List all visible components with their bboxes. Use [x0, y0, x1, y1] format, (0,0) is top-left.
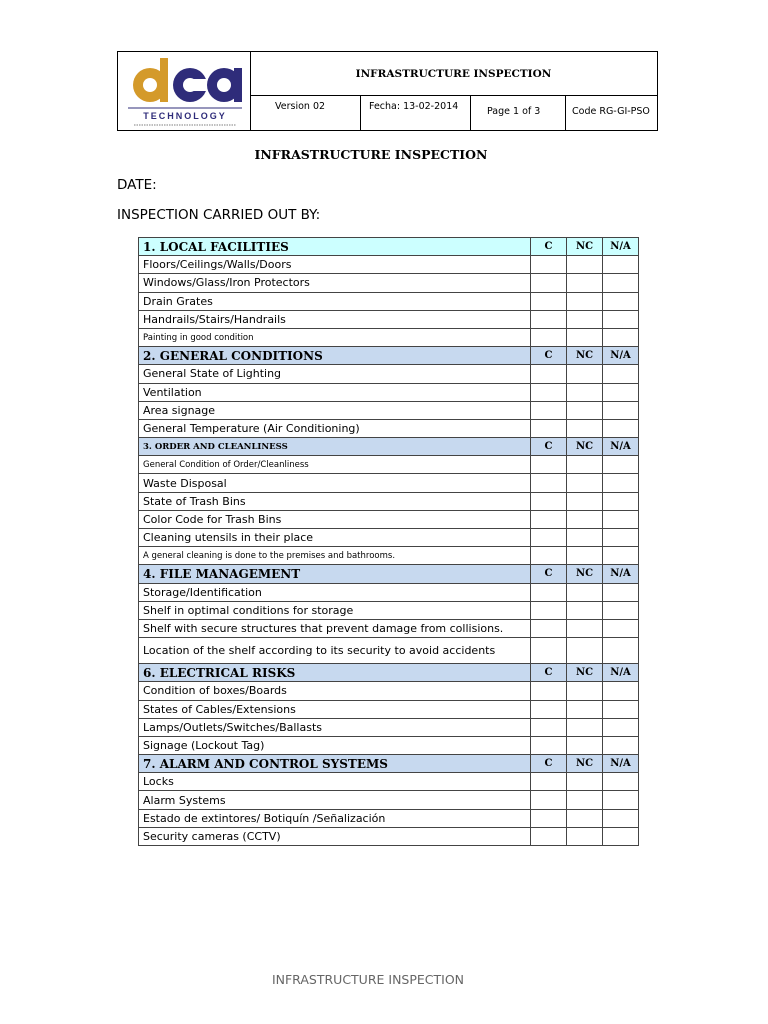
check-cell-na[interactable]	[603, 619, 639, 637]
checklist-row	[139, 827, 639, 845]
check-cell-na[interactable]	[603, 383, 639, 401]
checklist-item-label: Cleaning utensils in their place	[139, 529, 531, 547]
check-cell-c[interactable]	[531, 292, 567, 310]
check-cell-c[interactable]	[531, 401, 567, 419]
column-header-nc: NC	[567, 565, 603, 583]
check-cell-na[interactable]	[603, 256, 639, 274]
checklist-item-label: Storage/Identification	[139, 583, 531, 601]
header-version: Version 02	[250, 95, 361, 130]
check-cell-na[interactable]	[603, 700, 639, 718]
section-header-row	[139, 755, 639, 773]
document-title: INFRASTRUCTURE INSPECTION	[254, 147, 488, 162]
check-cell-na[interactable]	[603, 736, 639, 754]
column-header-nc: NC	[567, 438, 603, 456]
check-cell-na[interactable]	[603, 809, 639, 827]
checklist-item-label: Ventilation	[139, 383, 531, 401]
check-cell-c[interactable]	[531, 274, 567, 292]
check-cell-na[interactable]	[603, 791, 639, 809]
check-cell-na[interactable]	[603, 292, 639, 310]
checklist-item-label: Waste Disposal	[139, 474, 531, 492]
section-title: 2. GENERAL CONDITIONS	[139, 347, 531, 365]
check-cell-c[interactable]	[531, 638, 567, 664]
checklist-item-label: Security cameras (CCTV)	[139, 827, 531, 845]
check-cell-c[interactable]	[531, 510, 567, 528]
check-cell-na[interactable]	[603, 365, 639, 383]
check-cell-c[interactable]	[531, 718, 567, 736]
check-cell-c[interactable]	[531, 256, 567, 274]
company-logo	[118, 52, 251, 130]
section-title: 7. ALARM AND CONTROL SYSTEMS	[139, 755, 531, 773]
check-cell-na[interactable]	[603, 827, 639, 845]
section-header-row	[139, 565, 639, 583]
section-header-row	[139, 664, 639, 682]
check-cell-nc[interactable]	[567, 718, 603, 736]
check-cell-nc[interactable]	[567, 638, 603, 664]
check-cell-c[interactable]	[531, 827, 567, 845]
checklist-row	[139, 419, 639, 437]
section-title: 6. ELECTRICAL RISKS	[139, 664, 531, 682]
checklist-item-label: State of Trash Bins	[139, 492, 531, 510]
header-page: Page 1 of 3	[471, 95, 566, 130]
inspector-label: INSPECTION CARRIED OUT BY:	[117, 207, 321, 223]
checklist-row	[139, 547, 639, 565]
checklist-item-label: States of Cables/Extensions	[139, 700, 531, 718]
checklist-row	[139, 474, 639, 492]
column-header-c: C	[531, 664, 567, 682]
column-header-na: N/A	[603, 347, 639, 365]
checklist-row	[139, 791, 639, 809]
logo-subtitle: TECHNOLOGY	[143, 111, 227, 121]
dca-logo-graphic	[118, 52, 250, 130]
checklist-row	[139, 401, 639, 419]
checklist-item-label: Windows/Glass/Iron Protectors	[139, 274, 531, 292]
check-cell-c[interactable]	[531, 310, 567, 328]
checklist-row	[139, 682, 639, 700]
checklist-row	[139, 773, 639, 791]
check-cell-nc[interactable]	[567, 456, 603, 474]
column-header-na: N/A	[603, 664, 639, 682]
checklist-row	[139, 619, 639, 637]
check-cell-na[interactable]	[603, 401, 639, 419]
column-header-nc: NC	[567, 347, 603, 365]
check-cell-nc[interactable]	[567, 419, 603, 437]
column-header-nc: NC	[567, 238, 603, 256]
check-cell-na[interactable]	[603, 419, 639, 437]
document-header	[117, 51, 658, 131]
checklist-item-label: Signage (Lockout Tag)	[139, 736, 531, 754]
column-header-na: N/A	[603, 565, 639, 583]
checklist-item-label: Estado de extintores/ Botiquín /Señalización	[139, 809, 531, 827]
check-cell-na[interactable]	[603, 510, 639, 528]
checklist-row	[139, 274, 639, 292]
check-cell-na[interactable]	[603, 492, 639, 510]
check-cell-na[interactable]	[603, 718, 639, 736]
checklist-row	[139, 510, 639, 528]
column-header-c: C	[531, 755, 567, 773]
check-cell-nc[interactable]	[567, 383, 603, 401]
column-header-nc: NC	[567, 664, 603, 682]
column-header-na: N/A	[603, 438, 639, 456]
check-cell-c[interactable]	[531, 474, 567, 492]
checklist-row	[139, 601, 639, 619]
checklist-row	[139, 492, 639, 510]
check-cell-c[interactable]	[531, 736, 567, 754]
check-cell-c[interactable]	[531, 365, 567, 383]
checklist-row	[139, 456, 639, 474]
check-cell-na[interactable]	[603, 474, 639, 492]
checklist-row	[139, 638, 639, 664]
check-cell-na[interactable]	[603, 682, 639, 700]
header-code: Code RG-GI-PSO	[572, 106, 650, 117]
check-cell-nc[interactable]	[567, 510, 603, 528]
page-footer: INFRASTRUCTURE INSPECTION	[271, 972, 465, 987]
check-cell-c[interactable]	[531, 419, 567, 437]
check-cell-c[interactable]	[531, 492, 567, 510]
checklist-item-label: General State of Lighting	[139, 365, 531, 383]
check-cell-na[interactable]	[603, 310, 639, 328]
check-cell-nc[interactable]	[567, 583, 603, 601]
checklist-item-label: Condition of boxes/Boards	[139, 682, 531, 700]
check-cell-c[interactable]	[531, 583, 567, 601]
checklist-item-label: Location of the shelf according to its security to avoid accidents	[139, 638, 531, 664]
check-cell-nc[interactable]	[567, 736, 603, 754]
header-title: INFRASTRUCTURE INSPECTION	[250, 52, 657, 96]
check-cell-na[interactable]	[603, 456, 639, 474]
header-date: Fecha: 13-02-2014	[361, 95, 471, 130]
checklist-row	[139, 583, 639, 601]
check-cell-c[interactable]	[531, 773, 567, 791]
check-cell-nc[interactable]	[567, 809, 603, 827]
column-header-c: C	[531, 347, 567, 365]
check-cell-c[interactable]	[531, 529, 567, 547]
inspection-checklist-table	[138, 237, 639, 846]
check-cell-c[interactable]	[531, 456, 567, 474]
check-cell-c[interactable]	[531, 619, 567, 637]
section-title: 4. FILE MANAGEMENT	[139, 565, 531, 583]
check-cell-nc[interactable]	[567, 619, 603, 637]
check-cell-na[interactable]	[603, 274, 639, 292]
check-cell-nc[interactable]	[567, 274, 603, 292]
check-cell-nc[interactable]	[567, 791, 603, 809]
check-cell-nc[interactable]	[567, 401, 603, 419]
section-header-row	[139, 438, 639, 456]
checklist-item-label: General Temperature (Air Conditioning)	[139, 419, 531, 437]
check-cell-nc[interactable]	[567, 547, 603, 565]
column-header-nc: NC	[567, 755, 603, 773]
check-cell-nc[interactable]	[567, 365, 603, 383]
column-header-c: C	[531, 565, 567, 583]
checklist-item-label: Color Code for Trash Bins	[139, 510, 531, 528]
check-cell-c[interactable]	[531, 547, 567, 565]
check-cell-na[interactable]	[603, 773, 639, 791]
check-cell-nc[interactable]	[567, 292, 603, 310]
checklist-item-label: Alarm Systems	[139, 791, 531, 809]
checklist-item-label: A general cleaning is done to the premises and bathrooms.	[139, 547, 531, 565]
check-cell-nc[interactable]	[567, 328, 603, 346]
checklist-row	[139, 736, 639, 754]
check-cell-na[interactable]	[603, 583, 639, 601]
check-cell-nc[interactable]	[567, 529, 603, 547]
check-cell-c[interactable]	[531, 601, 567, 619]
check-cell-c[interactable]	[531, 791, 567, 809]
date-label: DATE:	[117, 177, 157, 193]
check-cell-c[interactable]	[531, 682, 567, 700]
column-header-na: N/A	[603, 755, 639, 773]
check-cell-nc[interactable]	[567, 700, 603, 718]
section-title: 1. LOCAL FACILITIES	[139, 238, 531, 256]
check-cell-na[interactable]	[603, 601, 639, 619]
checklist-row	[139, 700, 639, 718]
column-header-c: C	[531, 238, 567, 256]
check-cell-nc[interactable]	[567, 492, 603, 510]
checklist-row	[139, 365, 639, 383]
check-cell-nc[interactable]	[567, 601, 603, 619]
checklist-row	[139, 256, 639, 274]
check-cell-nc[interactable]	[567, 773, 603, 791]
check-cell-na[interactable]	[603, 328, 639, 346]
checklist-row	[139, 718, 639, 736]
check-cell-c[interactable]	[531, 328, 567, 346]
check-cell-na[interactable]	[603, 638, 639, 664]
checklist-item-label: Handrails/Stairs/Handrails	[139, 310, 531, 328]
checklist-item-label: Painting in good condition	[139, 328, 531, 346]
check-cell-c[interactable]	[531, 383, 567, 401]
check-cell-nc[interactable]	[567, 827, 603, 845]
checklist-row	[139, 383, 639, 401]
checklist-item-label: Shelf in optimal conditions for storage	[139, 601, 531, 619]
checklist-item-label: Locks	[139, 773, 531, 791]
checklist-row	[139, 529, 639, 547]
checklist-row	[139, 809, 639, 827]
check-cell-c[interactable]	[531, 700, 567, 718]
check-cell-nc[interactable]	[567, 474, 603, 492]
check-cell-nc[interactable]	[567, 682, 603, 700]
section-header-row	[139, 347, 639, 365]
column-header-na: N/A	[603, 238, 639, 256]
checklist-item-label: Drain Grates	[139, 292, 531, 310]
checklist-row	[139, 328, 639, 346]
checklist-item-label: Area signage	[139, 401, 531, 419]
check-cell-na[interactable]	[603, 547, 639, 565]
check-cell-c[interactable]	[531, 809, 567, 827]
checklist-item-label: Floors/Ceilings/Walls/Doors	[139, 256, 531, 274]
checklist-item-label: Shelf with secure structures that prevent damage from collisions.	[139, 619, 531, 637]
check-cell-na[interactable]	[603, 529, 639, 547]
section-title: 3. ORDER AND CLEANLINESS	[139, 438, 531, 456]
checklist-item-label: Lamps/Outlets/Switches/Ballasts	[139, 718, 531, 736]
check-cell-nc[interactable]	[567, 256, 603, 274]
checklist-row	[139, 292, 639, 310]
column-header-c: C	[531, 438, 567, 456]
section-header-row	[139, 238, 639, 256]
checklist-item-label: General Condition of Order/Cleanliness	[139, 456, 531, 474]
check-cell-nc[interactable]	[567, 310, 603, 328]
checklist-row	[139, 310, 639, 328]
